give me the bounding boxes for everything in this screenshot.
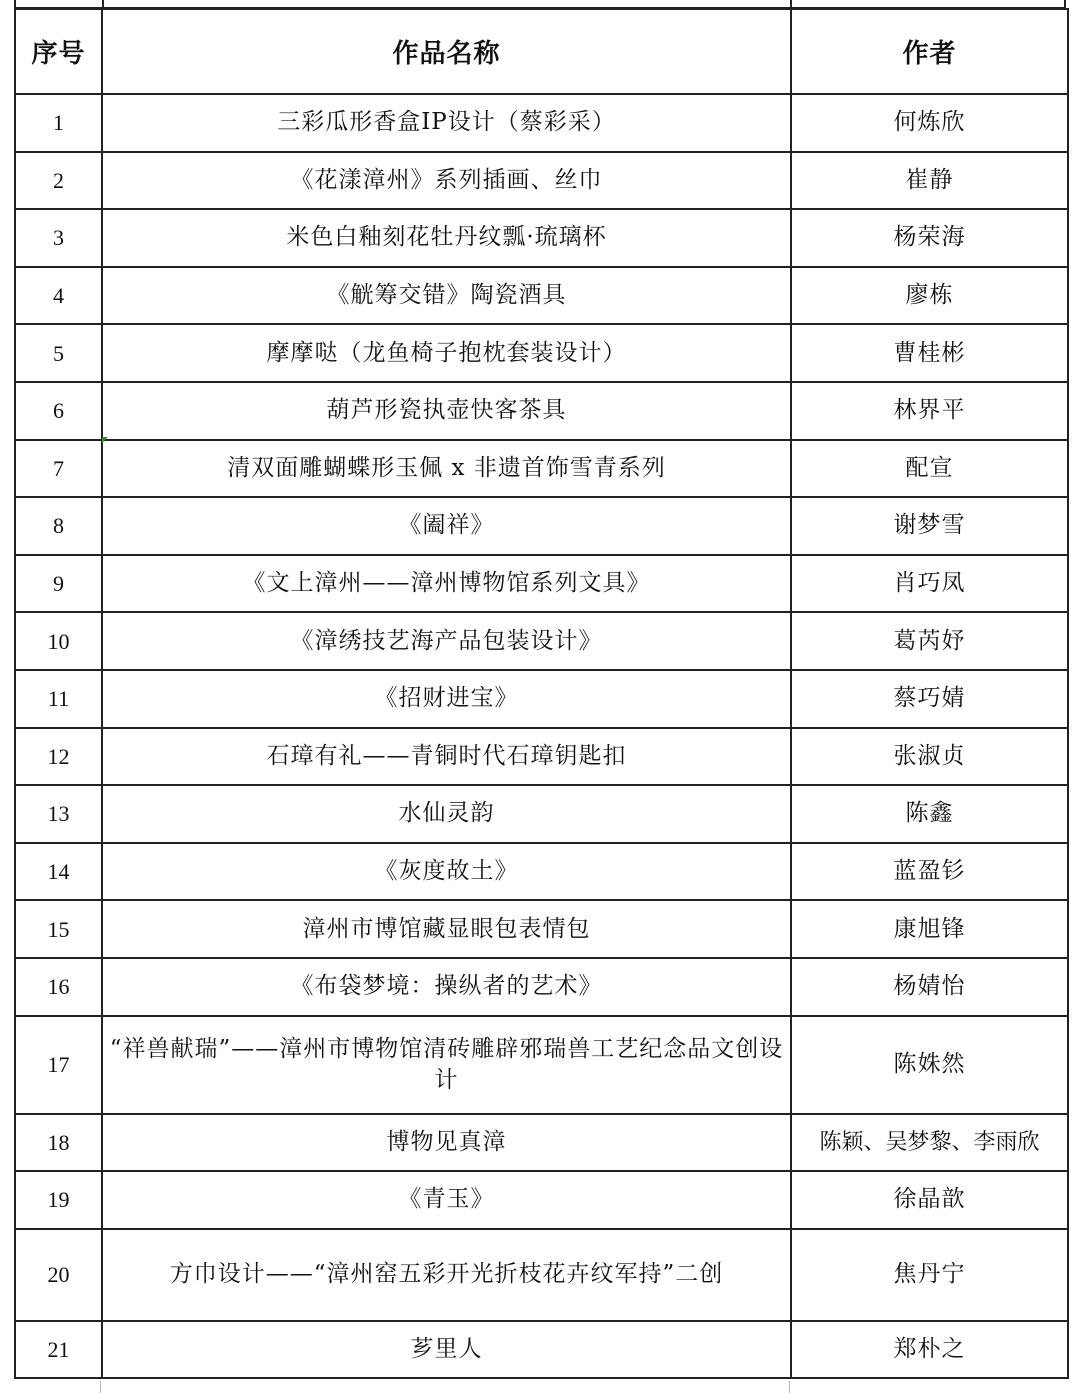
row-number: 17 [15,1016,102,1114]
table-row [15,209,1068,267]
table-row [15,785,1068,843]
work-author: 杨婧怡 [791,958,1068,1016]
work-author: 陈颖、吴梦黎、李雨欣 [791,1114,1068,1172]
work-author: 林界平 [791,382,1068,440]
header-index: 序号 [15,9,102,94]
work-author: 徐晶歆 [791,1171,1068,1229]
table-row [15,900,1068,958]
work-author: 郑朴之 [791,1321,1068,1379]
work-author: 陈姝然 [791,1016,1068,1114]
table-row [15,267,1068,325]
work-author: 谢梦雪 [791,497,1068,555]
header-author: 作者 [791,9,1068,94]
row-number: 11 [15,670,102,728]
row-number: 16 [15,958,102,1016]
table-row [15,843,1068,901]
table-row [15,324,1068,382]
table-row [15,1321,1068,1379]
work-author: 张淑贞 [791,728,1068,786]
next-row-fragment [14,1381,1067,1393]
table-row [15,1171,1068,1229]
row-number: 18 [15,1114,102,1172]
work-title: 《文上漳州——漳州博物馆系列文具》 [102,555,791,613]
work-title: 博物见真漳 [102,1114,791,1172]
row-number: 19 [15,1171,102,1229]
header-title: 作品名称 [102,9,791,94]
cell-comment-marker [102,437,108,443]
table-row [15,382,1068,440]
table-row [15,1016,1068,1114]
work-author: 康旭锋 [791,900,1068,958]
row-number: 2 [15,152,102,210]
work-title: 漳州市博馆藏显眼包表情包 [102,900,791,958]
work-title: 葫芦形瓷执壶快客茶具 [102,382,791,440]
work-author: 蔡巧婧 [791,670,1068,728]
work-title: 《漳绣技艺海产品包装设计》 [102,612,791,670]
work-title: 《招财进宝》 [102,670,791,728]
work-title: 《布袋梦境：操纵者的艺术》 [102,958,791,1016]
work-author: 曹桂彬 [791,324,1068,382]
work-author: 崔静 [791,152,1068,210]
work-title: 方巾设计——“漳州窑五彩开光折枝花卉纹军持”二创 [102,1229,791,1321]
table-row [15,670,1068,728]
work-title: 《觥筹交错》陶瓷酒具 [102,267,791,325]
row-number: 9 [15,555,102,613]
row-number: 3 [15,209,102,267]
work-title: 清双面雕蝴蝶形玉佩 x 非遗首饰雪青系列 [102,440,791,498]
work-title: 米色白釉刻花牡丹纹瓢·琉璃杯 [102,209,791,267]
work-title: 石璋有礼——青铜时代石璋钥匙扣 [102,728,791,786]
row-number: 10 [15,612,102,670]
table-row [15,1229,1068,1321]
work-author: 葛芮妤 [791,612,1068,670]
work-title: “祥兽献瑞”——漳州市博物馆清砖雕辟邪瑞兽工艺纪念品文创设计 [102,1016,791,1114]
row-number: 8 [15,497,102,555]
column-divider [100,1381,101,1393]
row-number: 20 [15,1229,102,1321]
work-author: 杨荣海 [791,209,1068,267]
table-row [15,555,1068,613]
table-row [15,497,1068,555]
work-author: 肖巧凤 [791,555,1068,613]
row-number: 5 [15,324,102,382]
row-number: 13 [15,785,102,843]
column-divider [789,1381,790,1393]
work-author: 廖栋 [791,267,1068,325]
table-row [15,152,1068,210]
work-title: 摩摩哒（龙鱼椅子抱枕套装设计） [102,324,791,382]
row-number: 21 [15,1321,102,1379]
table-row [15,728,1068,786]
work-title: 芗里人 [102,1321,791,1379]
row-number: 15 [15,900,102,958]
work-author: 焦丹宁 [791,1229,1068,1321]
table-row [15,612,1068,670]
row-number: 4 [15,267,102,325]
row-number: 7 [15,440,102,498]
work-author: 陈鑫 [791,785,1068,843]
header-row [15,9,1068,94]
row-number: 12 [15,728,102,786]
work-title: 《灰度故土》 [102,843,791,901]
work-title: 《阖祥》 [102,497,791,555]
table-row [15,94,1068,152]
award-table [14,8,1069,1379]
work-title: 《青玉》 [102,1171,791,1229]
work-title: 《花漾漳州》系列插画、丝巾 [102,152,791,210]
table-row [15,1114,1068,1172]
table-row [15,958,1068,1016]
row-number: 14 [15,843,102,901]
work-title: 三彩瓜形香盒IP设计（蔡彩采） [102,94,791,152]
work-title: 水仙灵韵 [102,785,791,843]
row-number: 6 [15,382,102,440]
table-row [15,440,1068,498]
work-author: 蓝盈钐 [791,843,1068,901]
work-author: 配宣 [791,440,1068,498]
row-number: 1 [15,94,102,152]
work-author: 何炼欣 [791,94,1068,152]
